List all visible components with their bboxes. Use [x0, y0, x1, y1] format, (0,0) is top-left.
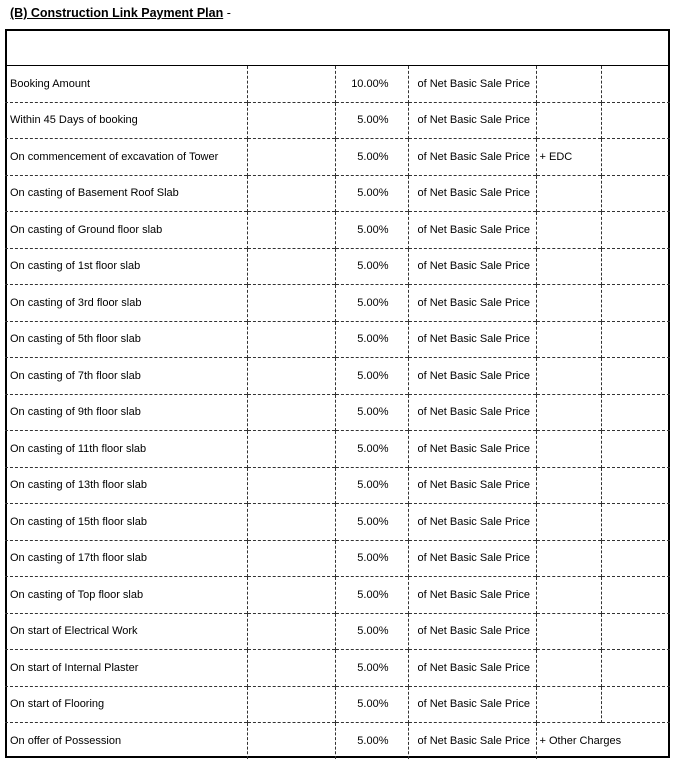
blank-cell: [247, 139, 335, 176]
percent-cell: 5.00%: [335, 504, 408, 541]
stage-cell: On casting of 11th floor slab: [5, 431, 247, 468]
percent-cell: 5.00%: [335, 248, 408, 285]
blank-cell: [247, 358, 335, 395]
table-row: [5, 467, 670, 504]
extra-charges-cell: [536, 504, 601, 541]
percent-cell: 5.00%: [335, 102, 408, 139]
extra-charges-cell: [536, 212, 601, 249]
payment-plan-title: (B) Construction Link Payment Plan: [10, 6, 224, 20]
basis-cell: of Net Basic Sale Price: [408, 175, 536, 212]
table-row: [5, 175, 670, 212]
blank-cell: [247, 613, 335, 650]
basis-cell: of Net Basic Sale Price: [408, 723, 536, 760]
extra-charges-cell: [536, 175, 601, 212]
basis-cell: of Net Basic Sale Price: [408, 102, 536, 139]
table-row: [5, 577, 670, 614]
stage-cell: On casting of Ground floor slab: [5, 212, 247, 249]
stage-cell: On casting of 7th floor slab: [5, 358, 247, 395]
table-row: [5, 394, 670, 431]
stage-cell: On casting of 9th floor slab: [5, 394, 247, 431]
blank-cell: [601, 504, 670, 541]
basis-cell: of Net Basic Sale Price: [408, 248, 536, 285]
extra-charges-cell: [536, 613, 601, 650]
blank-cell: [247, 650, 335, 687]
stage-cell: On casting of 13th floor slab: [5, 467, 247, 504]
blank-cell: [601, 394, 670, 431]
blank-cell: [247, 577, 335, 614]
table-row: [5, 504, 670, 541]
basis-cell: of Net Basic Sale Price: [408, 540, 536, 577]
blank-cell: [601, 431, 670, 468]
extra-charges-cell: [536, 102, 601, 139]
blank-cell: [247, 686, 335, 723]
stage-cell: Booking Amount: [5, 66, 247, 103]
basis-cell: of Net Basic Sale Price: [408, 394, 536, 431]
basis-cell: of Net Basic Sale Price: [408, 321, 536, 358]
payment-plan-table: [5, 65, 670, 759]
blank-cell: [247, 248, 335, 285]
table-row: [5, 321, 670, 358]
stage-cell: On casting of 5th floor slab: [5, 321, 247, 358]
blank-cell: [601, 613, 670, 650]
basis-cell: of Net Basic Sale Price: [408, 139, 536, 176]
stage-cell: On commencement of excavation of Tower: [5, 139, 247, 176]
blank-cell: [601, 577, 670, 614]
percent-cell: 5.00%: [335, 723, 408, 760]
extra-charges-cell: [536, 66, 601, 103]
extra-charges-cell: + EDC: [536, 139, 601, 176]
percent-cell: 5.00%: [335, 613, 408, 650]
blank-header-row: [5, 29, 670, 65]
blank-cell: [247, 102, 335, 139]
blank-cell: [601, 285, 670, 322]
stage-cell: On start of Flooring: [5, 686, 247, 723]
blank-cell: [601, 66, 670, 103]
blank-cell: [247, 431, 335, 468]
table-row: [5, 613, 670, 650]
percent-cell: 5.00%: [335, 650, 408, 687]
section-heading: [10, 5, 231, 21]
blank-cell: [247, 504, 335, 541]
table-row: [5, 102, 670, 139]
stage-cell: On start of Electrical Work: [5, 613, 247, 650]
extra-charges-cell: [536, 467, 601, 504]
blank-cell: [601, 139, 670, 176]
extra-charges-cell: + Other Charges: [536, 723, 670, 760]
extra-charges-cell: [536, 650, 601, 687]
blank-cell: [247, 723, 335, 760]
table-row: [5, 540, 670, 577]
table-row: [5, 650, 670, 687]
extra-charges-cell: [536, 394, 601, 431]
extra-charges-cell: [536, 540, 601, 577]
stage-cell: Within 45 Days of booking: [5, 102, 247, 139]
basis-cell: of Net Basic Sale Price: [408, 577, 536, 614]
blank-cell: [601, 248, 670, 285]
table-row: [5, 431, 670, 468]
stage-cell: On casting of Basement Roof Slab: [5, 175, 247, 212]
basis-cell: of Net Basic Sale Price: [408, 431, 536, 468]
percent-cell: 5.00%: [335, 285, 408, 322]
stage-cell: On offer of Possession: [5, 723, 247, 760]
percent-cell: 5.00%: [335, 394, 408, 431]
table-row: [5, 139, 670, 176]
percent-cell: 5.00%: [335, 212, 408, 249]
stage-cell: On casting of 17th floor slab: [5, 540, 247, 577]
basis-cell: of Net Basic Sale Price: [408, 613, 536, 650]
extra-charges-cell: [536, 358, 601, 395]
blank-cell: [247, 540, 335, 577]
table-row: [5, 212, 670, 249]
basis-cell: of Net Basic Sale Price: [408, 358, 536, 395]
extra-charges-cell: [536, 577, 601, 614]
blank-cell: [601, 467, 670, 504]
stage-cell: On start of Internal Plaster: [5, 650, 247, 687]
extra-charges-cell: [536, 285, 601, 322]
percent-cell: 5.00%: [335, 139, 408, 176]
table-row: [5, 686, 670, 723]
percent-cell: 5.00%: [335, 467, 408, 504]
basis-cell: of Net Basic Sale Price: [408, 650, 536, 687]
percent-cell: 5.00%: [335, 686, 408, 723]
blank-cell: [601, 650, 670, 687]
extra-charges-cell: [536, 248, 601, 285]
blank-cell: [247, 175, 335, 212]
percent-cell: 5.00%: [335, 358, 408, 395]
blank-cell: [247, 321, 335, 358]
table-row: [5, 723, 670, 760]
blank-cell: [601, 212, 670, 249]
stage-cell: On casting of 1st floor slab: [5, 248, 247, 285]
basis-cell: of Net Basic Sale Price: [408, 212, 536, 249]
blank-cell: [247, 467, 335, 504]
basis-cell: of Net Basic Sale Price: [408, 66, 536, 103]
table-row: [5, 285, 670, 322]
basis-cell: of Net Basic Sale Price: [408, 686, 536, 723]
blank-cell: [601, 321, 670, 358]
percent-cell: 10.00%: [335, 66, 408, 103]
table-row: [5, 358, 670, 395]
extra-charges-cell: [536, 431, 601, 468]
percent-cell: 5.00%: [335, 321, 408, 358]
blank-cell: [601, 540, 670, 577]
blank-cell: [601, 175, 670, 212]
heading-suffix: -: [223, 6, 231, 20]
percent-cell: 5.00%: [335, 540, 408, 577]
extra-charges-cell: [536, 686, 601, 723]
blank-cell: [247, 285, 335, 322]
basis-cell: of Net Basic Sale Price: [408, 467, 536, 504]
table-row: [5, 248, 670, 285]
extra-charges-cell: [536, 321, 601, 358]
table-row: [5, 66, 670, 103]
blank-cell: [601, 102, 670, 139]
blank-cell: [601, 686, 670, 723]
stage-cell: On casting of 3rd floor slab: [5, 285, 247, 322]
blank-cell: [247, 66, 335, 103]
percent-cell: 5.00%: [335, 431, 408, 468]
blank-cell: [601, 358, 670, 395]
basis-cell: of Net Basic Sale Price: [408, 285, 536, 322]
blank-cell: [247, 212, 335, 249]
percent-cell: 5.00%: [335, 175, 408, 212]
percent-cell: 5.00%: [335, 577, 408, 614]
basis-cell: of Net Basic Sale Price: [408, 504, 536, 541]
blank-cell: [247, 394, 335, 431]
stage-cell: On casting of 15th floor slab: [5, 504, 247, 541]
stage-cell: On casting of Top floor slab: [5, 577, 247, 614]
